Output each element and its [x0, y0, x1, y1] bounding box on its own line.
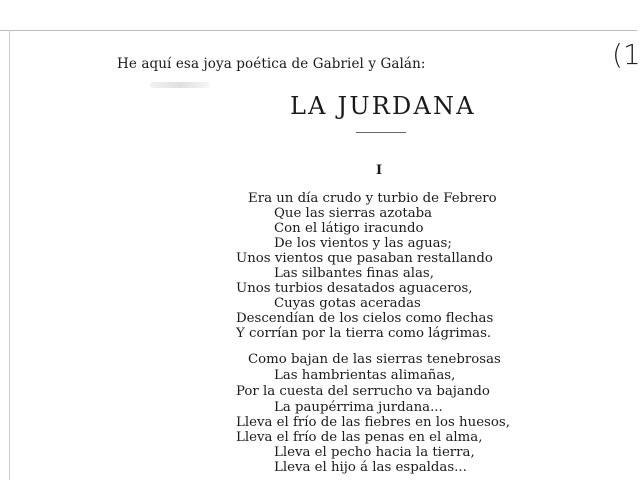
verse-line: Las silbantes finas alas,	[274, 266, 434, 281]
verse-line: Y corrían por la tierra como lágrimas.	[236, 326, 492, 341]
ink-smudge	[150, 82, 210, 88]
verse-line: Unos turbios desatados aguaceros,	[236, 281, 473, 296]
verse-line: Lleva el hijo á las espaldas...	[274, 460, 467, 475]
verse-line: Lleva el pecho hacia la tierra,	[274, 445, 475, 460]
page-left-edge	[9, 30, 10, 480]
title-ornament-rule	[356, 132, 406, 133]
page-top-border	[0, 30, 637, 31]
verse-line: Por la cuesta del serrucho va bajando	[236, 384, 490, 399]
verse-line: Lleva el frío de las fiebres en los huesos,	[236, 415, 510, 430]
section-number: I	[376, 163, 383, 178]
verse-line: La paupérrima jurdana...	[274, 400, 443, 415]
verse-line: Descendían de los cielos como flechas	[236, 311, 494, 326]
verse-line: Era un día crudo y turbio de Febrero	[248, 191, 497, 206]
verse-line: Con el látigo iracundo	[274, 221, 424, 236]
verse-line: Las hambrientas alimañas,	[274, 368, 456, 383]
verse-line: De los vientos y las aguas;	[274, 236, 452, 251]
verse-line: Como bajan de las sierras tenebrosas	[248, 352, 501, 367]
verse-line: Cuyas gotas aceradas	[274, 296, 421, 311]
verse-line: Que las sierras azotaba	[274, 206, 433, 221]
poem-title: LA JURDANA	[290, 92, 476, 120]
verse-line: Lleva el frío de las penas en el alma,	[236, 430, 483, 445]
handwritten-margin-mark: (1	[612, 38, 641, 71]
intro-line: He aquí esa joya poética de Gabriel y Galán:	[117, 56, 426, 72]
verse-line: Unos vientos que pasaban restallando	[236, 251, 493, 266]
